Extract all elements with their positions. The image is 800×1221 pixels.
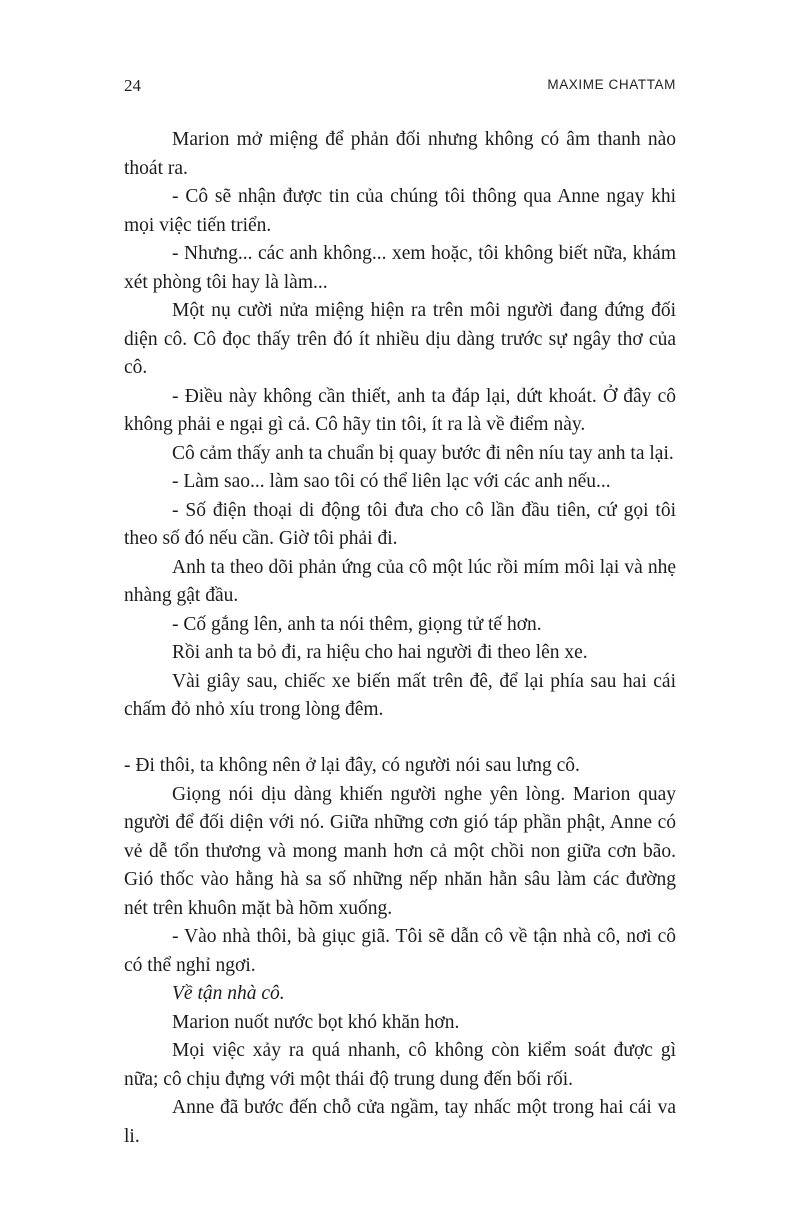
paragraph: Mọi việc xảy ra quá nhanh, cô không còn kiểm soát được gì nữa; cô chịu đựng với một thái độ trung dung đến bối rối. (124, 1040, 676, 1090)
paragraph: Rồi anh ta bỏ đi, ra hiệu cho hai người đi theo lên xe. (172, 642, 588, 663)
paragraph: - Điều này không cần thiết, anh ta đáp lại, dứt khoát. Ở đây cô không phải e ngại gì cả. Cô hãy tin tôi, ít ra là về điểm này. (124, 385, 676, 435)
section-2-text (124, 752, 676, 1151)
paragraph: - Cô sẽ nhận được tin của chúng tôi thông qua Anne ngay khi mọi việc tiến triển. (124, 186, 676, 236)
paragraph: - Số điện thoại di động tôi đưa cho cô lần đầu tiên, cứ gọi tôi theo số đó nếu cần. Giờ tôi phải đi. (124, 499, 676, 549)
section-opening-line: - Đi thôi, ta không nên ở lại đây, có người nói sau lưng cô. (124, 755, 580, 776)
paragraph: - Cố gắng lên, anh ta nói thêm, giọng tử tế hơn. (172, 613, 542, 635)
paragraph: - Nhưng... các anh không... xem hoặc, tôi không biết nữa, khám xét phòng tôi hay là làm... (124, 243, 676, 293)
italic-thought: Về tận nhà cô. (172, 983, 285, 1004)
paragraph: Anne đã bước đến chỗ cửa ngầm, tay nhấc một trong hai cái va li. (124, 1097, 676, 1147)
section-1-text (124, 126, 676, 725)
running-title: MAXIME CHATTAM (547, 77, 676, 92)
paragraph: Một nụ cười nửa miệng hiện ra trên môi người đang đứng đối diện cô. Cô đọc thấy trên đó ít nhiều dịu dàng trước sự ngây thơ của cô. (124, 300, 676, 378)
paragraph: Anh ta theo dõi phản ứng của cô một lúc rồi mím môi lại và nhẹ nhàng gật đầu. (124, 556, 676, 606)
paragraph: Marion nuốt nước bọt khó khăn hơn. (172, 1011, 460, 1033)
paragraph: Giọng nói dịu dàng khiến người nghe yên lòng. Marion quay người để đối diện với nó. Giữa những cơn gió táp phần phật, Anne có vẻ dễ tổn thương và mong manh hơn cả một chồi non giữa cơn bão. Gió thốc vào hằng hà sa số những nếp nhăn hằn sâu làm các đường nét trên khuôn mặt bà hõm xuống. (124, 783, 676, 919)
paragraph: Cô cảm thấy anh ta chuẩn bị quay bước đi nên níu tay anh ta lại. (172, 442, 674, 464)
running-head (124, 76, 676, 98)
paragraph: - Làm sao... làm sao tôi có thể liên lạc với các anh nếu... (172, 471, 611, 492)
paragraph: - Vào nhà thôi, bà giục giã. Tôi sẽ dẫn cô về tận nhà cô, nơi cô có thể nghỉ ngơi. (124, 926, 676, 976)
paragraph: Vài giây sau, chiếc xe biến mất trên đê, để lại phía sau hai cái chấm đỏ nhỏ xíu trong lòng đêm. (124, 670, 676, 720)
paragraph: Marion mở miệng để phản đối nhưng không có âm thanh nào thoát ra. (124, 129, 676, 179)
page-number: 24 (124, 76, 141, 95)
